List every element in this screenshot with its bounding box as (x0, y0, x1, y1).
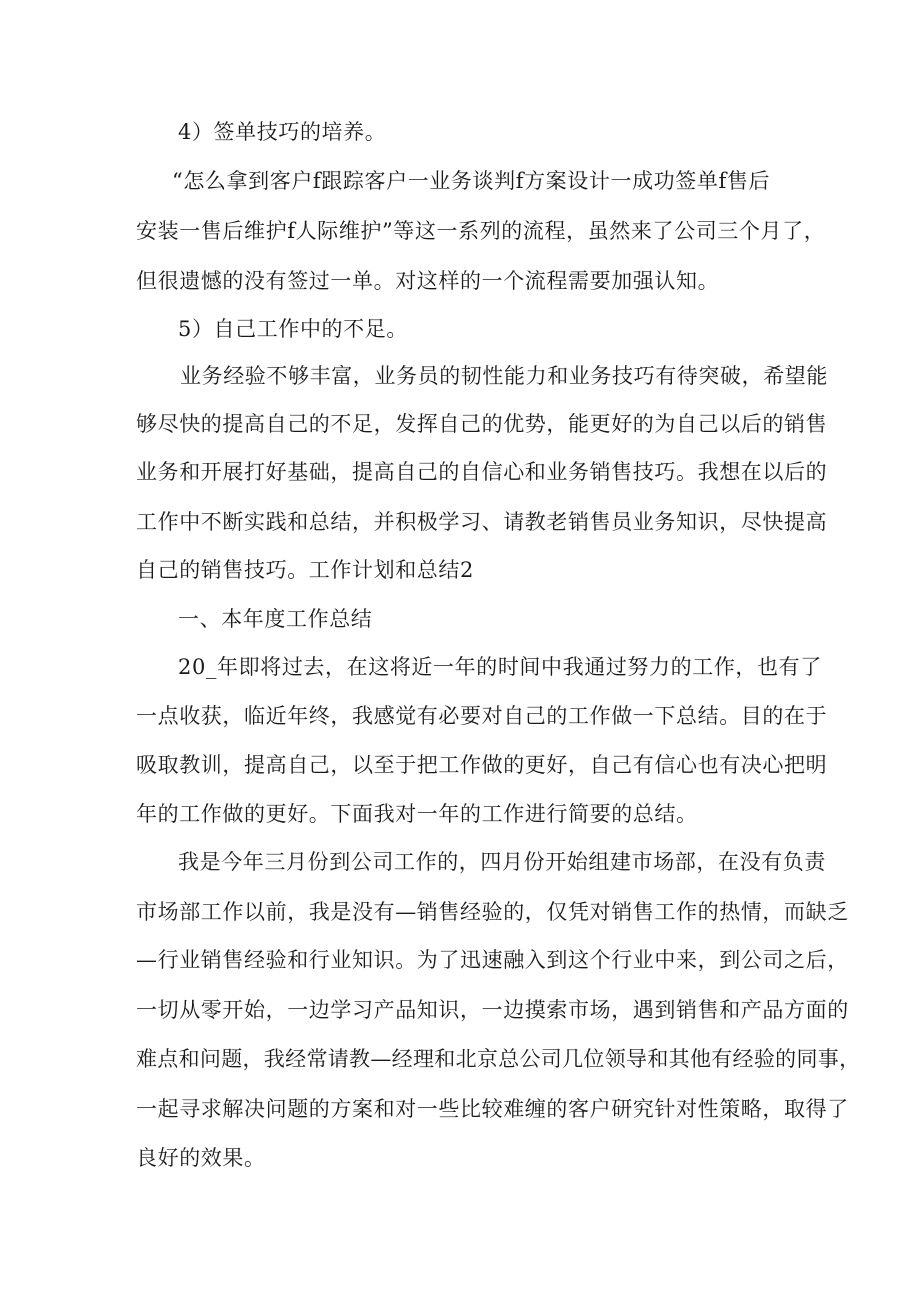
paragraph-line: 安装一售后维护f人际维护”等这一系列的流程，虽然来了公司三个月了， (136, 219, 826, 243)
section-heading-annual-summary: 一、本年度工作总结 (178, 607, 373, 631)
paragraph-line: —行业销售经验和行业知识。为了迅速融入到这个行业中来，到公司之后， (136, 948, 849, 972)
paragraph-line: 业务经验不够丰富，业务员的韧性能力和业务技巧有待突破，希望能 (180, 364, 828, 388)
paragraph-line: 一起寻求解决问题的方案和对一些比较难缠的客户研究针对性策略，取得了 (136, 1097, 849, 1121)
paragraph-line: 业务和开展打好基础，提高自己的自信心和业务销售技巧。我想在以后的 (136, 460, 828, 484)
paragraph-line: 市场部工作以前，我是没有—销售经验的，仅凭对销售工作的热情，而缺乏 (136, 900, 849, 924)
paragraph-line: 难点和问题，我经常请教—经理和北京总公司几位领导和其他有经验的同事， (136, 1047, 861, 1071)
paragraph-line: 20_年即将过去，在这将近一年的时间中我通过努力的工作，也有了 (178, 655, 822, 679)
heading-shortcomings: 5）自己工作中的不足。 (178, 317, 408, 341)
paragraph-line: 但很遗憾的没有签过一单。对这样的一个流程需要加强认知。 (136, 269, 720, 293)
paragraph-line: 我是今年三月份到公司工作的，四月份开始组建市场部，在没有负责 (178, 850, 826, 874)
paragraph-line: 自己的销售技巧。工作计划和总结2 (136, 558, 474, 582)
paragraph-line: 年的工作做的更好。下面我对一年的工作进行简要的总结。 (136, 802, 698, 826)
paragraph-line: 一点收获，临近年终，我感觉有必要对自己的工作做一下总结。目的在于 (136, 704, 828, 728)
paragraph-line: 一切从零开始，一边学习产品知识，一边摸索市场，遇到销售和产品方面的 (136, 998, 849, 1022)
paragraph-line: 吸取教训，提高自己，以至于把工作做的更好，自己有信心也有决心把明 (136, 753, 828, 777)
paragraph-line: 够尽快的提高自己的不足，发挥自己的优势，能更好的为自己以后的销售 (136, 412, 828, 436)
paragraph-line: “怎么拿到客户f跟踪客户一业务谈判f方案设计一成功签单f售后 (172, 169, 771, 193)
paragraph-line: 工作中不断实践和总结，并积极学习、请教老销售员业务知识，尽快提高 (136, 510, 828, 534)
heading-signing-skills: 4）签单技巧的培养。 (178, 120, 387, 144)
paragraph-line: 良好的效果。 (136, 1146, 266, 1170)
